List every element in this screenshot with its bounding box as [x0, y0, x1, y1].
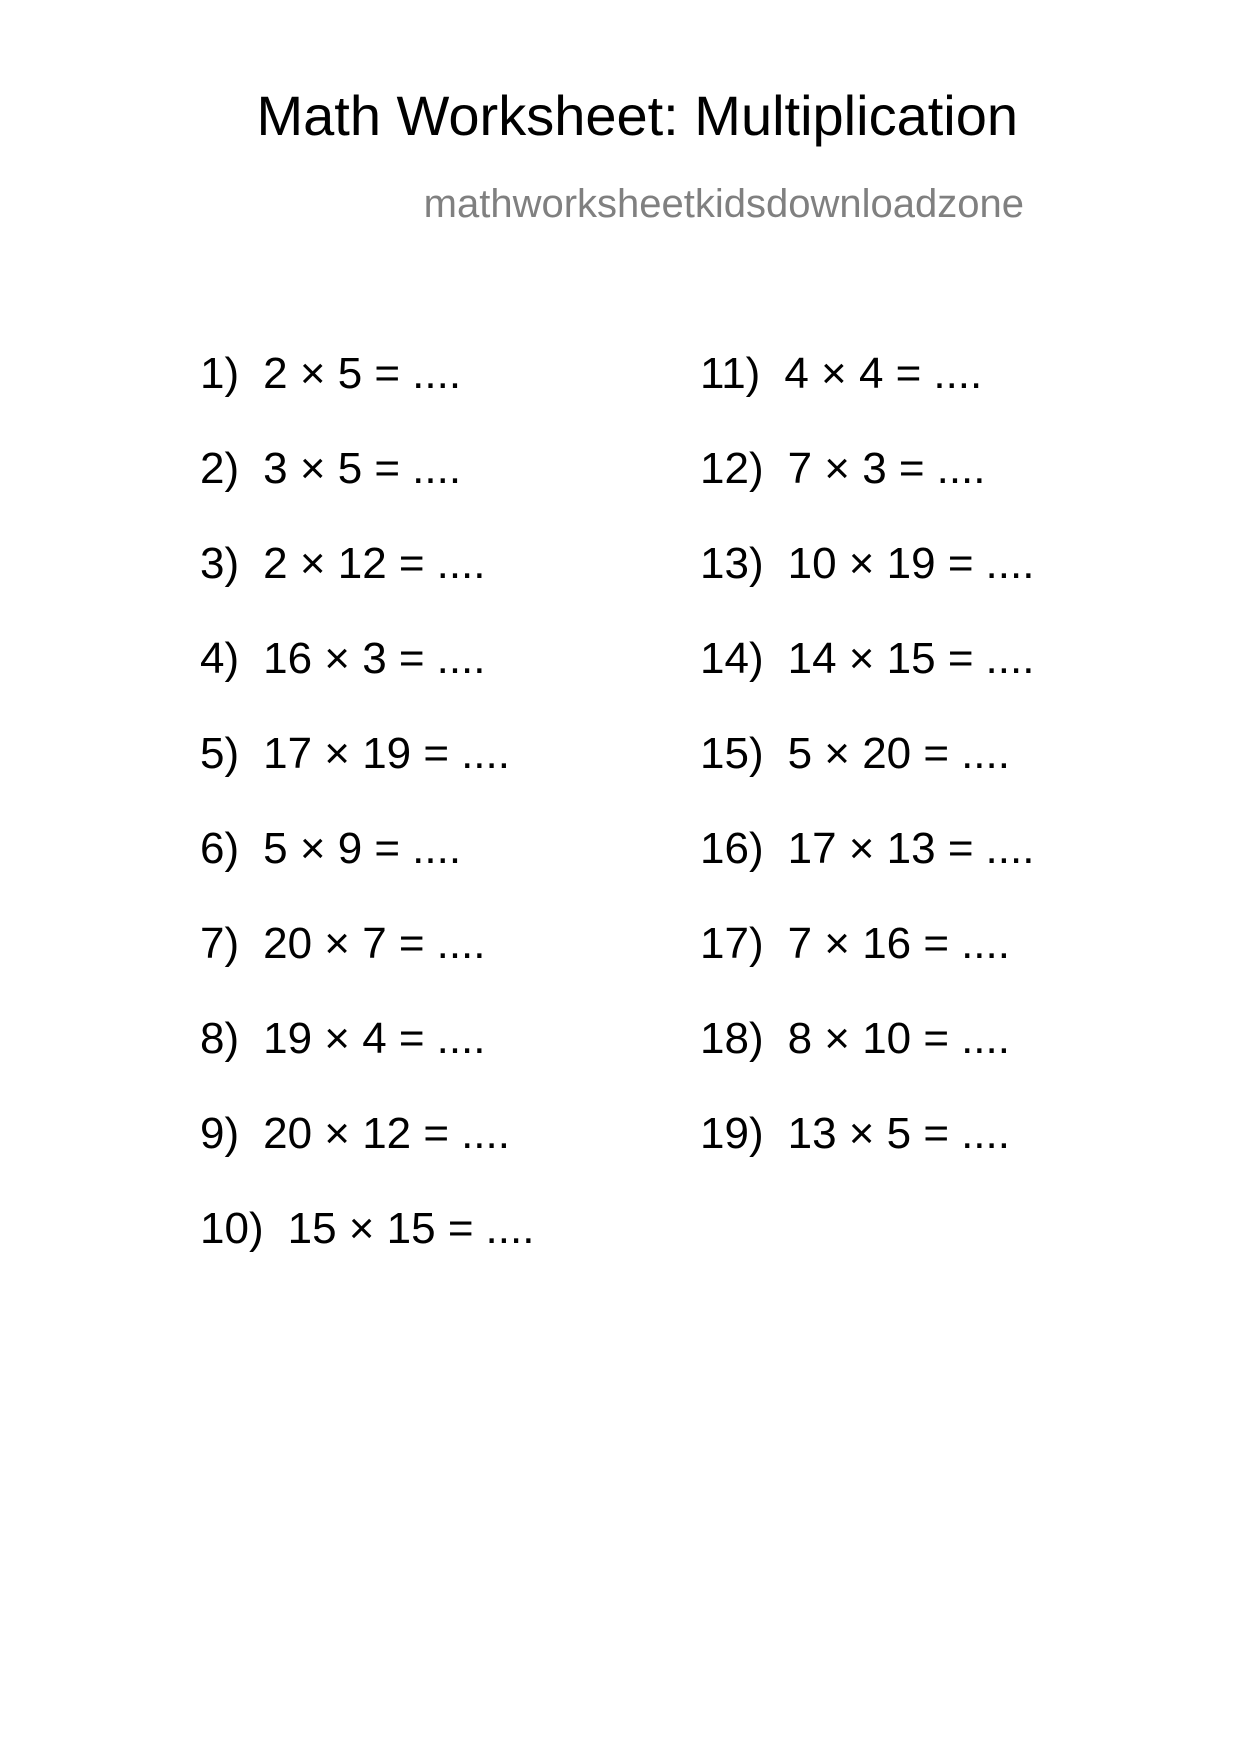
problem-expression: 4 × 4 =	[784, 349, 922, 398]
answer-blank: ....	[436, 1014, 486, 1063]
problem-item	[200, 1014, 534, 1112]
problem-item	[200, 634, 534, 732]
problem-item	[200, 539, 534, 637]
problem-number: 6)	[200, 824, 240, 873]
answer-blank: ....	[436, 919, 486, 968]
problem-number: 3)	[200, 539, 240, 588]
problem-item	[700, 539, 1035, 637]
problem-item	[200, 729, 534, 827]
problem-item	[700, 729, 1034, 827]
problem-expression: 16 × 3 =	[263, 634, 425, 683]
answer-blank: ....	[436, 539, 486, 588]
problem-number: 17)	[700, 919, 764, 968]
problem-item	[200, 824, 534, 922]
problem-expression: 2 × 12 =	[263, 539, 425, 588]
answer-blank: ....	[961, 919, 1010, 968]
problem-number: 16)	[700, 824, 764, 873]
problem-number: 11)	[700, 349, 761, 398]
answer-blank: ....	[461, 729, 510, 778]
problem-item	[200, 1204, 535, 1302]
answer-blank: ....	[985, 634, 1035, 683]
problem-number: 4)	[200, 634, 240, 683]
problem-item	[200, 1109, 534, 1207]
problem-expression: 5 × 20 =	[787, 729, 950, 778]
problem-expression: 3 × 5 =	[263, 444, 401, 493]
problem-expression: 7 × 16 =	[787, 919, 950, 968]
problem-number: 18)	[700, 1014, 764, 1063]
problem-number: 1)	[200, 349, 240, 398]
problem-number: 14)	[700, 634, 764, 683]
answer-blank: ....	[961, 1109, 1010, 1158]
problem-number: 13)	[700, 539, 764, 588]
problem-expression: 17 × 19 =	[263, 729, 450, 778]
problem-item	[200, 349, 534, 447]
problem-item	[700, 634, 1035, 732]
problem-item	[700, 824, 1035, 922]
problem-number: 10)	[200, 1204, 264, 1253]
answer-blank: ....	[412, 444, 462, 493]
answer-blank: ....	[936, 444, 986, 493]
problem-number: 2)	[200, 444, 240, 493]
answer-blank: ....	[412, 824, 462, 873]
problem-item	[700, 1014, 1034, 1112]
problem-expression: 15 × 15 =	[287, 1204, 474, 1253]
problem-item	[700, 444, 1034, 542]
problem-expression: 5 × 9 =	[263, 824, 401, 873]
problem-number: 5)	[200, 729, 240, 778]
problem-item	[700, 349, 1034, 447]
worksheet-source: mathworksheetkidsdownloadzone	[423, 182, 1024, 226]
problem-column-left	[200, 349, 535, 1302]
problem-number: 19)	[700, 1109, 764, 1158]
answer-blank: ....	[933, 349, 983, 398]
problem-expression: 20 × 12 =	[263, 1109, 450, 1158]
worksheet-title: Math Worksheet: Multiplication	[256, 84, 1018, 147]
problem-item	[700, 1109, 1034, 1207]
problem-number: 8)	[200, 1014, 240, 1063]
problem-item	[700, 919, 1034, 1017]
problem-expression: 7 × 3 =	[787, 444, 925, 493]
problem-column-right	[700, 349, 1035, 1207]
problem-expression: 2 × 5 =	[263, 349, 401, 398]
answer-blank: ....	[485, 1204, 535, 1253]
problem-number: 15)	[700, 729, 764, 778]
problem-expression: 17 × 13 =	[787, 824, 974, 873]
answer-blank: ....	[985, 824, 1035, 873]
answer-blank: ....	[961, 729, 1010, 778]
problem-number: 12)	[700, 444, 764, 493]
problem-item	[200, 444, 534, 542]
problem-expression: 20 × 7 =	[263, 919, 425, 968]
answer-blank: ....	[985, 539, 1035, 588]
problem-expression: 19 × 4 =	[263, 1014, 425, 1063]
answer-blank: ....	[461, 1109, 510, 1158]
answer-blank: ....	[412, 349, 462, 398]
problem-expression: 10 × 19 =	[787, 539, 974, 588]
problem-expression: 8 × 10 =	[787, 1014, 950, 1063]
problem-item	[200, 919, 534, 1017]
answer-blank: ....	[436, 634, 486, 683]
problem-expression: 14 × 15 =	[787, 634, 974, 683]
problem-number: 9)	[200, 1109, 240, 1158]
problem-number: 7)	[200, 919, 240, 968]
problem-expression: 13 × 5 =	[787, 1109, 950, 1158]
answer-blank: ....	[961, 1014, 1010, 1063]
